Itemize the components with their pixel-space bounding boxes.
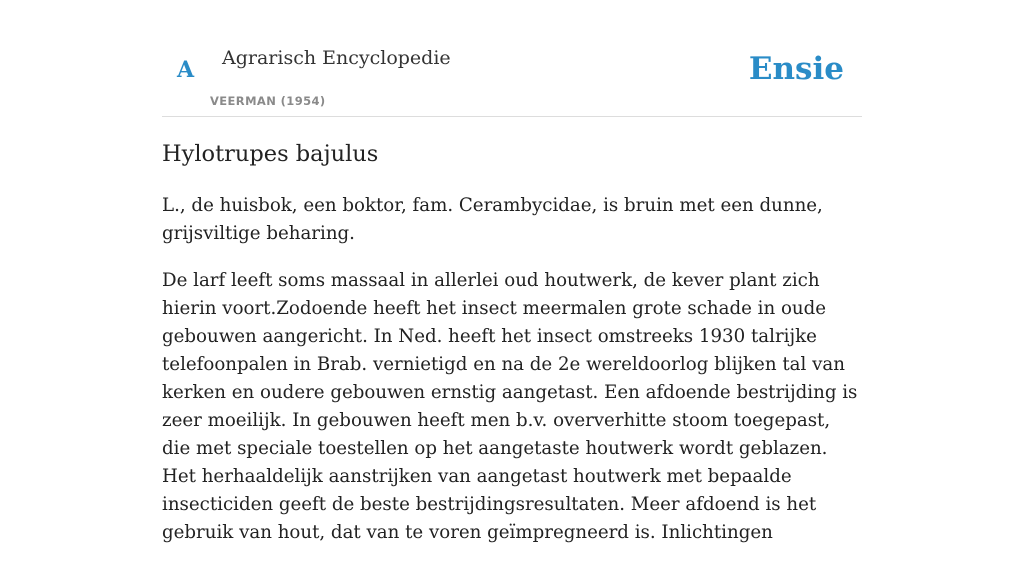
author-label: VEERMAN (1954) xyxy=(210,94,326,108)
article-paragraph: De larf leeft soms massaal in allerlei oud houtwerk, de kever plant zich hierin voort.Zodoende heeft het insect meermalen grote schade in oude gebouwen aangericht. In Ned. heeft het insect omstreeks 1930 talrijke telefoonpalen in Brab. vernietigd en na de 2e wereldoorlog blijken tal van kerken en oudere gebouwen ernstig aangetast. Een afdoende bestrijding is zeer moeilijk. In gebouwen heeft men b.v. oververhitte stoom toegepast, die met speciale toestellen op het aangetaste houtwerk wordt geblazen. Het herhaaldelijk aanstrijken van aangetast houtwerk met bepaalde insecticiden geeft de beste bestrijdingsresultaten. Meer afdoend is het gebruik van hout, dat van te voren geïmpregneerd is. Inlichtingen xyxy=(162,270,858,543)
page xyxy=(162,0,862,543)
article-paragraph: L., de huisbok, een boktor, fam. Cerambycidae, is bruin met een dunne, grijsviltige beharing. xyxy=(162,195,823,244)
article-title: Hylotrupes bajulus xyxy=(162,141,379,167)
brand-logo-link[interactable]: Ensie xyxy=(748,51,844,87)
source-title-link[interactable]: Agrarisch Encyclopedie xyxy=(222,47,451,69)
index-letter-link[interactable]: A xyxy=(177,57,195,83)
header xyxy=(162,0,862,117)
article-body xyxy=(162,192,862,566)
